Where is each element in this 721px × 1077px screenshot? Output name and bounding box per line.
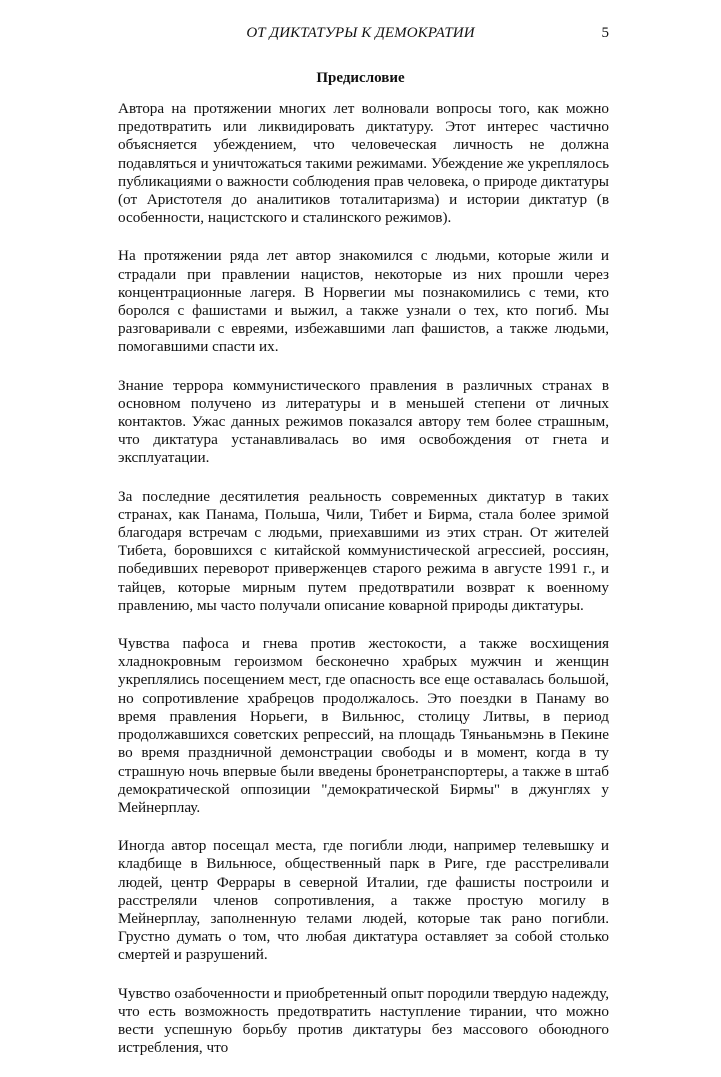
paragraph: Чувства пафоса и гнева против жестокости, а также восхищения хладнокровным героизмом бесконечно храбрых мужчин и женщин укреплялись посещением мест, где опасность все еще оставалась большой, но сопротивление храбрецов продолжалось. Это поездки в Панаму во время правления Норьеги, в Вильнюс, столицу Литвы, в период продолжавшихся советских репрессий, на площадь Тяньаньмэнь в Пекине во время праздничной демонстрации свободы и в момент, когда в ту страшную ночь впервые были введены бронетранспортеры, а также в штаб демократической оппозиции "демократической Бирмы" в джунглях у Мейнерплау.	[118, 635, 609, 816]
paragraph: Знание террора коммунистического правления в различных странах в основном получено из литературы и в меньшей степени от личных контактов. Ужас данных режимов показался автору тем более страшным, что диктатура устанавливалась во имя освобождения от гнета и эксплуатации.	[118, 376, 609, 467]
paragraph: За последние десятилетия реальность современных диктатур в таких странах, как Панама, Польша, Чили, Тибет и Бирма, стала более зримой благодаря встречам с людьми, приехавшими из этих стран. От жителей Тибета, боровшихся с китайской коммунистической агрессией, россиян, победивших переворот приверженцев старого режима в августе 1991 г., и тайцев, которые мирным путем предотвратили возврат к военному правлению, мы часто получали описание коварной природы диктатуры.	[118, 487, 609, 614]
body-text	[118, 100, 609, 1077]
paragraph: Автора на протяжении многих лет волновали вопросы того, как можно предотвратить или ликвидировать диктатуру. Этот интерес частично объясняется убеждением, что человеческая личность не должна подавляться и уничтожаться такими режимами. Убеждение же укреплялось публикациями о важности соблюдения прав человека, о природе диктатуры (от Аристотеля до аналитиков тоталитаризма) и истории диктатур (в особенности, нацистского и сталинского режимов).	[118, 100, 609, 227]
section-heading: Предисловие	[316, 70, 405, 86]
running-header	[0, 25, 721, 45]
paragraph: На протяжении ряда лет автор знакомился с людьми, которые жили и страдали при правлении нацистов, некоторые из них прошли через концентрационные лагеря. В Норвегии мы познакомились с теми, кто боролся с фашистами и выжил, а также узнали о тех, кто погиб. Мы разговаривали с евреями, избежавшими лап фашистов, а также людьми, помогавшими спасти их.	[118, 247, 609, 356]
page-number: 5	[601, 25, 609, 41]
paragraph: Иногда автор посещал места, где погибли люди, например телевышку и кладбище в Вильнюсе, общественный парк в Риге, где расстреливали людей, центр Феррары в северной Италии, где фашисты построили и расстреляли членов сопротивления, а также простую могилу в Мейнерплау, заполненную телами людей, которые так рано погибли. Грустно думать о том, что любая диктатура оставляет за собой столько смертей и разрушений.	[118, 837, 609, 964]
running-header-title: ОТ ДИКТАТУРЫ К ДЕМОКРАТИИ	[246, 25, 475, 41]
paragraph: Чувство озабоченности и приобретенный опыт породили твердую надежду, что есть возможность предотвратить наступление тирании, что можно вести успешную борьбу против диктатуры без массового обоюдного истребления, что	[118, 984, 609, 1057]
